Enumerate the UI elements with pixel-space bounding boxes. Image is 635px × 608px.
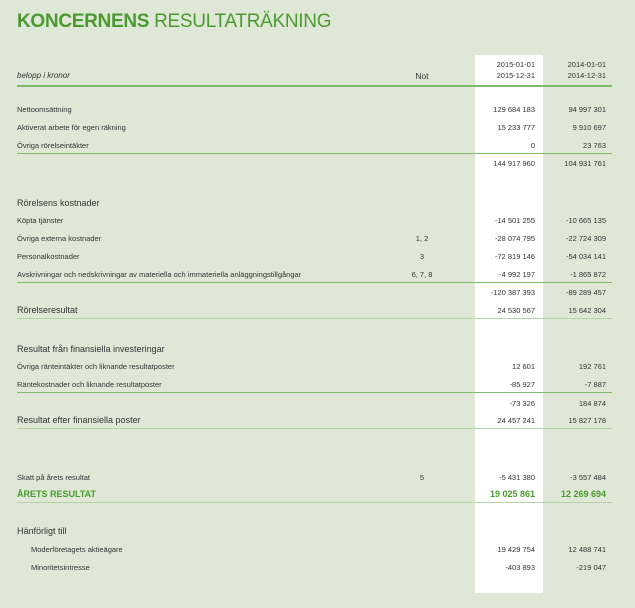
value-2015: 12 601	[512, 362, 535, 371]
row-label: Övriga externa kostnader	[17, 234, 102, 243]
value-2015: 24 457 241	[497, 416, 535, 425]
table-row-avskrivningar	[17, 266, 612, 283]
value-2014: -3 557 484	[570, 473, 606, 482]
table-row-costs-subtotal	[17, 284, 612, 300]
value-2015: -73 326	[509, 399, 535, 408]
period-2014	[568, 59, 606, 81]
value-2014: -54 034 141	[565, 252, 606, 261]
value-2014: -1 865 872	[570, 270, 606, 279]
section-heading-rorelsens-kostnader	[17, 195, 612, 211]
note-ref: 6, 7, 8	[411, 270, 433, 279]
table-row-moderforetagets	[17, 541, 612, 557]
value-2014: 192 761	[578, 362, 606, 371]
note-ref: 1, 2	[415, 234, 429, 243]
value-2015: -4 992 197	[499, 270, 535, 279]
row-label: Köpta tjänster	[17, 216, 64, 225]
value-2015: 19 025 861	[489, 489, 535, 499]
value-2014: 12 269 694	[560, 489, 606, 499]
period-2014-to: 2014-12-31	[567, 71, 606, 80]
value-2015: 15 233 777	[497, 123, 535, 132]
period-2015-to: 2015-12-31	[496, 71, 535, 80]
period-2015	[497, 59, 535, 81]
value-2015: -14 501 255	[494, 216, 535, 225]
note-ref: 3	[419, 252, 425, 261]
table-row-nettoomsattning	[17, 101, 612, 117]
title-bold: KONCERNENS	[17, 11, 150, 32]
table-row-arets-resultat	[17, 486, 612, 503]
value-2014: -22 724 309	[565, 234, 606, 243]
row-label: Övriga rörelseintäkter	[17, 141, 89, 150]
section-label: Rörelsens kostnader	[17, 198, 100, 208]
table-row-financial-subtotal	[17, 395, 612, 411]
table-row-ranteintakter	[17, 358, 612, 374]
table-row-skatt	[17, 469, 612, 485]
period-2015-from: 2015-01-01	[496, 60, 535, 69]
current-year-column-highlight	[475, 55, 543, 593]
row-label: Aktiverat arbete för egen räkning	[17, 123, 126, 132]
row-label: Skatt på årets resultat	[17, 473, 90, 482]
table-row-revenue-subtotal	[17, 155, 612, 171]
period-2014-from: 2014-01-01	[567, 60, 606, 69]
table-row-ovriga-rorelseintakter	[17, 137, 612, 154]
value-2015: -120 387 393	[490, 288, 535, 297]
row-label: Resultat efter finansiella poster	[17, 415, 141, 425]
value-2015: 24 530 567	[497, 306, 535, 315]
section-label: Resultat från finansiella investeringar	[17, 344, 165, 354]
value-2014: -89 289 457	[565, 288, 606, 297]
value-2014: 9 910 697	[572, 123, 606, 132]
section-heading-finansiella	[17, 341, 612, 357]
value-2015: -72 819 146	[494, 252, 535, 261]
table-row-aktiverat-arbete	[17, 119, 612, 135]
value-2014: -219 047	[576, 563, 606, 572]
section-heading-hanforligt	[17, 523, 612, 539]
table-row-minoritetsintresse	[17, 559, 612, 575]
value-2015: -403 893	[505, 563, 535, 572]
table-row-rantekostnader	[17, 376, 612, 393]
row-label: Nettoomsättning	[17, 105, 72, 114]
row-label: Minoritetsintresse	[31, 563, 90, 572]
value-2014: 23 763	[583, 141, 606, 150]
value-2014: -10 665 135	[565, 216, 606, 225]
table-row-resultat-efter-finansiella	[17, 412, 612, 429]
value-2015: 0	[530, 141, 535, 150]
row-label: Moderföretagets aktieägare	[31, 545, 123, 554]
value-2015: 19 429 754	[497, 545, 535, 554]
row-label: Räntekostnader och liknande resultatposter	[17, 380, 162, 389]
value-2014: 184 874	[578, 399, 606, 408]
value-2015: -28 074 795	[494, 234, 535, 243]
row-label: ÅRETS RESULTAT	[17, 489, 96, 499]
table-header	[17, 55, 612, 87]
table-row-rorelseresultat	[17, 302, 612, 319]
title-light: RESULTATRÄKNING	[154, 11, 332, 32]
value-2014: 104 931 761	[564, 159, 606, 168]
note-ref: 5	[419, 473, 425, 482]
value-2015: 129 684 183	[493, 105, 535, 114]
value-2014: 15 642 304	[568, 306, 606, 315]
page-title	[17, 11, 331, 33]
value-2014: 94 997 301	[568, 105, 606, 114]
value-2014: 12 488 741	[568, 545, 606, 554]
note-header: Not	[415, 71, 429, 81]
table-row-kopta-tjanster	[17, 212, 612, 228]
currency-label: belopp i kronor	[17, 71, 70, 80]
value-2014: 15 827 178	[568, 416, 606, 425]
row-label: Personalkostnader	[17, 252, 80, 261]
section-label: Hänförligt till	[17, 526, 67, 536]
row-label: Avskrivningar och nedskrivningar av materiella och immateriella anläggningstillgångar	[17, 270, 302, 279]
value-2015: 144 917 960	[493, 159, 535, 168]
row-label: Rörelseresultat	[17, 305, 78, 315]
value-2014: -7 887	[584, 380, 606, 389]
table-row-personalkostnader	[17, 248, 612, 264]
value-2015: -85 927	[509, 380, 535, 389]
value-2015: -5 431 380	[499, 473, 535, 482]
table-row-ovriga-externa-kostnader	[17, 230, 612, 246]
row-label: Övriga ränteintäkter och liknande resultatposter	[17, 362, 175, 371]
